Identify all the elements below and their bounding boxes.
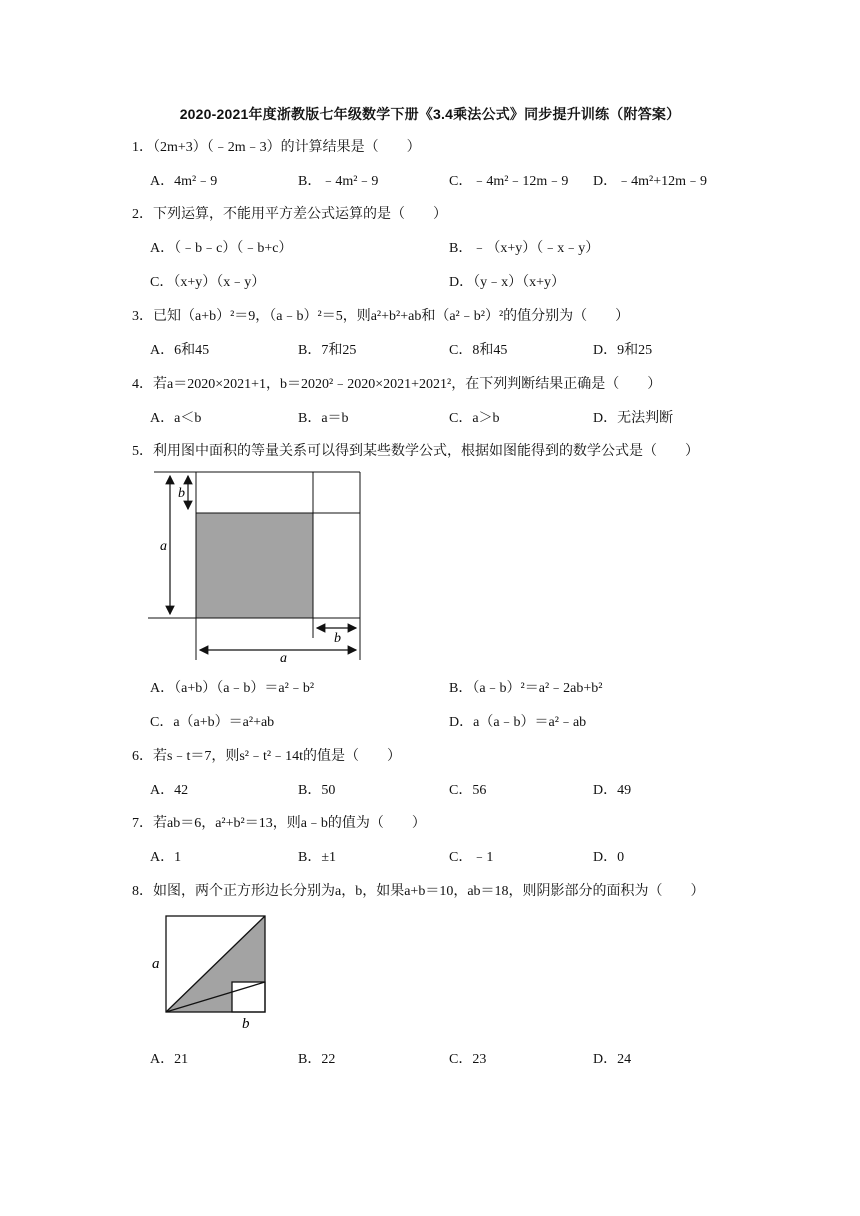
q7-option-d: D．0 [593,850,625,865]
q7-option-a: A．1 [150,850,182,865]
question-2-stem: 2．下列运算，不能用平方差公式运算的是（ ） [132,207,447,222]
q5-square-figure [148,466,368,666]
q4-option-c: C．a＞b [449,411,500,426]
q2-option-a: A．（﹣b﹣c）（﹣b+c） [150,241,293,256]
q3-option-c: C．8和45 [449,343,508,358]
label-a: a [152,956,160,972]
q3-option-b: B．7和25 [298,343,357,358]
q8-two-squares-figure [150,908,275,1033]
q3-option-a: A．6和45 [150,343,210,358]
q7-option-b: B．±1 [298,850,337,865]
label-b-top: b [178,486,185,501]
q8-option-d: D．24 [593,1052,632,1067]
q8-option-c: C．23 [449,1052,487,1067]
q3-option-d: D．9和25 [593,343,653,358]
q1-option-b: B．﹣4m²﹣9 [298,174,379,189]
q1-option-d: D．﹣4m²+12m﹣9 [593,174,707,189]
q5-option-c: C．a（a+b）＝a²+ab [150,715,275,730]
q5-option-a: A．（a+b）（a﹣b）＝a²﹣b² [150,681,315,696]
q6-option-b: B．50 [298,783,336,798]
q7-option-c: C．﹣1 [449,850,494,865]
q8-option-b: B．22 [298,1052,336,1067]
q8-option-a: A．21 [150,1052,189,1067]
label-b: b [242,1016,250,1032]
q4-option-b: B．a＝b [298,411,349,426]
label-a-bottom: a [280,651,287,666]
label-a-left: a [160,539,167,554]
q6-option-a: A．42 [150,783,189,798]
q2-option-c: C．（x+y）（x﹣y） [150,275,266,290]
question-3-stem: 3．已知（a+b）²＝9，（a﹣b）²＝5，则a²+b²+ab和（a²﹣b²）²的值分别为（ ） [132,309,630,324]
question-8-stem: 8．如图，两个正方形边长分别为a，b，如果a+b＝10，ab＝18，则阴影部分的面积为（ ） [132,884,705,899]
q5-option-d: D．a（a﹣b）＝a²﹣ab [449,715,587,730]
q6-option-d: D．49 [593,783,632,798]
q1-option-c: C．﹣4m²﹣12m﹣9 [449,174,569,189]
q2-option-d: D．（y﹣x）（x+y） [449,275,566,290]
label-b-bottom: b [334,631,341,646]
question-4-stem: 4．若a＝2020×2021+1，b＝2020²﹣2020×2021+2021²，在下列判断结果正确是（ ） [132,377,662,392]
question-1-stem: 1．（2m+3）（﹣2m﹣3）的计算结果是（ ） [132,140,421,155]
q5-option-b: B．（a﹣b）²＝a²﹣2ab+b² [449,681,603,696]
q6-option-c: C．56 [449,783,487,798]
shaded-square [196,513,313,618]
q2-option-b: B．﹣（x+y）（﹣x﹣y） [449,241,600,256]
question-5-stem: 5．利用图中面积的等量关系可以得到某些数学公式，根据如图能得到的数学公式是（ ） [132,444,699,459]
q4-option-a: A．a＜b [150,411,202,426]
q4-option-d: D．无法判断 [593,411,674,426]
question-7-stem: 7．若ab＝6，a²+b²＝13，则a﹣b的值为（ ） [132,816,426,831]
q1-option-a: A．4m²﹣9 [150,174,218,189]
question-6-stem: 6．若s﹣t＝7，则s²﹣t²﹣14t的值是（ ） [132,749,401,764]
page-title: 2020-2021年度浙教版七年级数学下册《3.4乘法公式》同步提升训练（附答案） [179,106,681,122]
